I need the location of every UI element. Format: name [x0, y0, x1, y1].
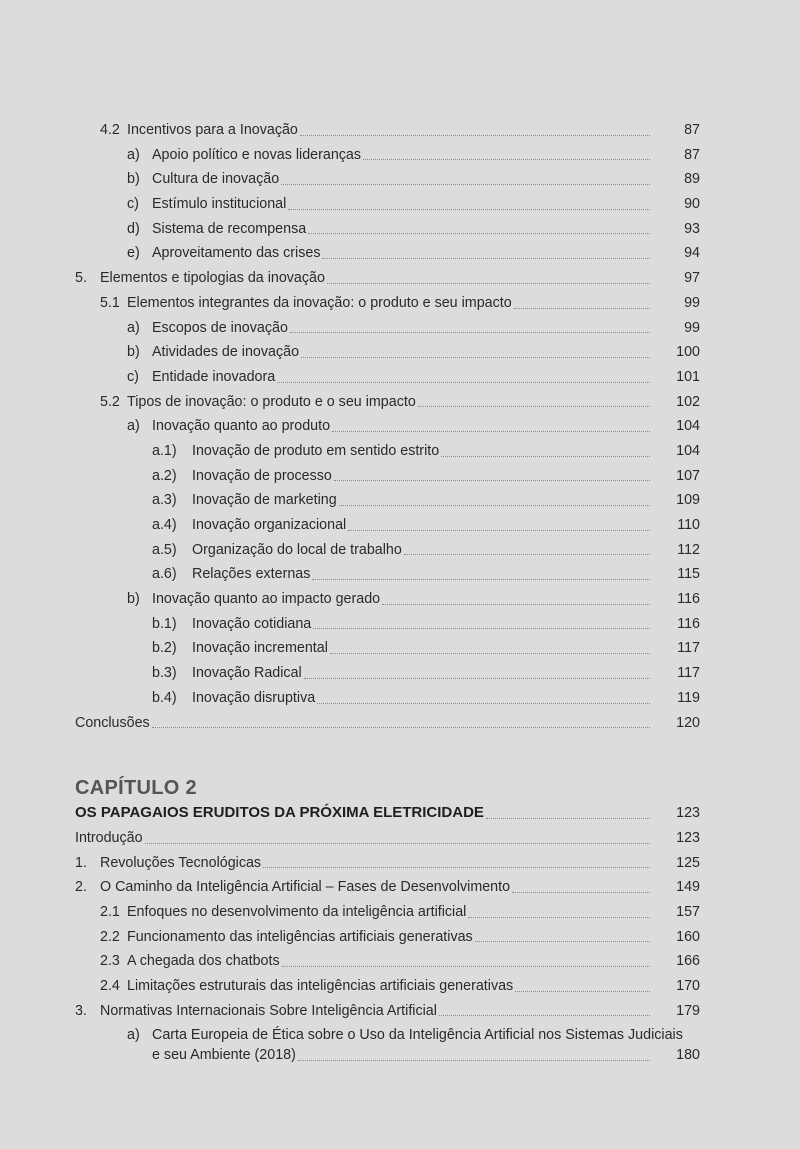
entry-text: A chegada dos chatbots [127, 953, 280, 970]
leader-dots [290, 331, 650, 333]
toc-entry [0, 439, 800, 464]
entry-page: 117 [677, 640, 700, 657]
entry-text: Revoluções Tecnológicas [100, 854, 262, 871]
toc-entry [0, 241, 800, 266]
entry-page: 109 [676, 492, 700, 509]
toc-entry [0, 900, 800, 925]
toc-entry [0, 340, 800, 365]
leader-dots [281, 183, 650, 185]
leader-dots [313, 627, 650, 629]
chapter-heading-row [0, 775, 800, 801]
entry-number: a.1) [152, 442, 177, 459]
leader-dots [322, 257, 650, 259]
toc-entry-multiline [0, 1023, 800, 1067]
entry-number: 2. [75, 879, 87, 896]
leader-dots [475, 940, 650, 942]
chapter-title: OS PAPAGAIOS ERUDITOS DA PRÓXIMA ELETRICIDADE [75, 804, 484, 822]
entry-number: 2.2 [100, 928, 120, 945]
entry-page: 157 [676, 903, 700, 920]
entry-text: Inovação de processo [192, 467, 332, 484]
entry-page: 100 [676, 344, 700, 361]
entry-page: 102 [676, 393, 700, 410]
entry-text: Limitações estruturais das inteligências artificiais generativas [127, 978, 514, 994]
entry-page: 123 [676, 829, 700, 846]
entry-page: 112 [677, 541, 700, 558]
leader-dots [515, 990, 650, 992]
entry-text: Inovação de produto em sentido estrito [192, 442, 440, 459]
entry-text: Organização do local de trabalho [192, 541, 402, 558]
entry-text: Inovação de marketing [192, 492, 337, 509]
toc-part-chapter-2 [0, 826, 800, 1024]
entry-number: a) [127, 146, 140, 163]
entry-number: b.2) [152, 640, 177, 657]
leader-dots [317, 702, 650, 704]
entry-page: 94 [684, 245, 700, 262]
entry-page: 149 [676, 879, 700, 896]
entry-text: Elementos integrantes da inovação: o produto e seu impacto [127, 294, 512, 311]
entry-text: Cultura de inovação [152, 171, 280, 188]
entry-page: 116 [677, 591, 700, 608]
entry-text: Estímulo institucional [152, 196, 287, 213]
leader-dots [152, 726, 650, 728]
entry-page: 115 [677, 566, 700, 583]
leader-dots [263, 866, 650, 868]
entry-text: O Caminho da Inteligência Artificial – Fases de Desenvolvimento [100, 879, 511, 896]
toc-entry [0, 488, 800, 513]
toc-entry [0, 826, 800, 851]
toc-entry [0, 414, 800, 439]
chapter-title-page: 123 [676, 805, 700, 822]
toc-entry [0, 118, 800, 143]
entry-page: 107 [676, 467, 700, 484]
entry-number: b.1) [152, 615, 177, 632]
entry-page: 120 [676, 714, 700, 731]
leader-dots [363, 158, 650, 160]
entry-text: Inovação Radical [192, 665, 302, 682]
toc-entry [0, 949, 800, 974]
toc-entry [0, 562, 800, 587]
entry-text: Inovação incremental [192, 640, 328, 657]
leader-dots [486, 817, 650, 819]
entry-page: 104 [676, 418, 700, 435]
entry-page: 110 [677, 517, 700, 533]
toc-entry [0, 925, 800, 950]
entry-page: 89 [684, 171, 700, 188]
entry-text: Incentivos para a Inovação [127, 122, 298, 138]
entry-page: 170 [676, 978, 700, 994]
leader-dots [327, 282, 650, 284]
entry-number: 1. [75, 854, 87, 871]
entry-page: 87 [684, 122, 700, 138]
entry-page: 116 [677, 615, 700, 632]
leader-dots [334, 479, 650, 481]
leader-dots [312, 578, 650, 580]
entry-page: 180 [676, 1047, 700, 1064]
toc-entry [0, 192, 800, 217]
entry-text: Inovação cotidiana [192, 615, 312, 632]
entry-number: a) [127, 418, 140, 435]
entry-text: Funcionamento das inteligências artificiais generativas [127, 928, 473, 945]
toc-entry [0, 217, 800, 242]
entry-page: 93 [684, 220, 700, 237]
entry-number: b) [127, 591, 140, 608]
toc-entry [0, 464, 800, 489]
table-of-contents [0, 118, 800, 1067]
leader-dots [301, 356, 650, 358]
entry-number: 2.4 [100, 978, 120, 994]
entry-number: a.5) [152, 541, 177, 558]
entry-page: 166 [676, 953, 700, 970]
leader-dots [277, 381, 650, 383]
entry-page: 160 [676, 928, 700, 945]
entry-number: 4.2 [100, 122, 120, 138]
entry-number: a.6) [152, 566, 177, 583]
toc-entry [0, 974, 800, 999]
entry-text: Inovação organizacional [192, 517, 347, 533]
toc-entry [0, 316, 800, 341]
entry-text: Inovação disruptiva [192, 689, 316, 706]
entry-page: 119 [677, 689, 700, 706]
entry-text: Atividades de inovação [152, 344, 300, 361]
entry-page: 125 [676, 854, 700, 871]
entry-number: b.3) [152, 665, 177, 682]
entry-number: 5.1 [100, 294, 120, 311]
toc-entry [0, 851, 800, 876]
leader-dots [282, 965, 650, 967]
entry-number: e) [127, 245, 140, 262]
entry-number: 5.2 [100, 393, 120, 410]
toc-entry [0, 291, 800, 316]
entry-text: Elementos e tipologias da inovação [100, 270, 325, 287]
leader-dots [348, 529, 650, 531]
entry-page: 90 [684, 196, 700, 213]
leader-dots [404, 553, 650, 555]
entry-page: 97 [684, 270, 700, 287]
toc-entry [0, 711, 800, 736]
chapter-gap [0, 735, 800, 775]
leader-dots [308, 232, 650, 234]
entry-text: Enfoques no desenvolvimento da inteligência artificial [127, 903, 467, 920]
toc-entry [0, 143, 800, 168]
toc-entry [0, 587, 800, 612]
leader-dots [382, 603, 650, 605]
leader-dots [418, 405, 650, 407]
entry-text-line1: Carta Europeia de Ética sobre o Uso da Inteligência Artificial nos Sistemas Judiciais [152, 1027, 683, 1044]
leader-dots [514, 307, 650, 309]
leader-dots [441, 455, 650, 457]
toc-entry [0, 875, 800, 900]
entry-number: b) [127, 344, 140, 361]
entry-text: Escopos de inovação [152, 319, 288, 336]
toc-entry [0, 612, 800, 637]
entry-text: Aproveitamento das crises [152, 245, 321, 262]
toc-entry [0, 167, 800, 192]
entry-text: Relações externas [192, 566, 311, 583]
entry-number: c) [127, 196, 139, 213]
leader-dots [330, 652, 650, 654]
entry-number: d) [127, 220, 140, 237]
entry-text: Conclusões [75, 714, 150, 731]
toc-entry [0, 266, 800, 291]
entry-number: b.4) [152, 689, 177, 706]
leader-dots [300, 134, 650, 136]
toc-entry [0, 661, 800, 686]
toc-entry [0, 513, 800, 538]
toc-part-chapter-1 [0, 118, 800, 735]
entry-page: 99 [684, 319, 700, 336]
leader-dots [468, 916, 650, 918]
toc-entry [0, 686, 800, 711]
entry-text: Tipos de inovação: o produto e o seu impacto [127, 393, 416, 410]
entry-text: Sistema de recompensa [152, 220, 307, 237]
entry-text: Normativas Internacionais Sobre Inteligência Artificial [100, 1002, 437, 1019]
entry-number: 2.3 [100, 953, 120, 970]
entry-text: Inovação quanto ao impacto gerado [152, 591, 381, 608]
chapter-label: CAPÍTULO 2 [75, 777, 197, 800]
chapter-title-row [0, 801, 800, 826]
leader-dots [304, 677, 650, 679]
entry-number: c) [127, 368, 139, 385]
entry-text: Introdução [75, 829, 143, 846]
entry-page: 117 [677, 665, 700, 682]
entry-number: a.2) [152, 467, 177, 484]
entry-text: Inovação quanto ao produto [152, 418, 331, 435]
toc-entry [0, 636, 800, 661]
leader-dots [288, 208, 650, 210]
entry-number: 3. [75, 1002, 87, 1019]
toc-entry [0, 390, 800, 415]
leader-dots [332, 430, 650, 432]
leader-dots [298, 1059, 650, 1061]
entry-number: a.4) [152, 517, 177, 533]
toc-entry [0, 538, 800, 563]
toc-entry [0, 999, 800, 1024]
entry-page: 87 [684, 146, 700, 163]
leader-dots [145, 842, 650, 844]
entry-number: b) [127, 171, 140, 188]
entry-page: 101 [676, 368, 700, 385]
entry-text-line2: e seu Ambiente (2018) [152, 1047, 296, 1064]
entry-page: 99 [684, 294, 700, 311]
entry-number: a.3) [152, 492, 177, 509]
leader-dots [439, 1014, 650, 1016]
entry-text: Apoio político e novas lideranças [152, 146, 362, 163]
entry-number: 5. [75, 270, 87, 287]
entry-text: Entidade inovadora [152, 368, 276, 385]
entry-page: 104 [676, 442, 700, 459]
toc-entry [0, 365, 800, 390]
entry-number: a) [127, 1027, 140, 1044]
entry-number: 2.1 [100, 903, 120, 920]
entry-page: 179 [676, 1002, 700, 1019]
leader-dots [512, 891, 650, 893]
leader-dots [339, 504, 650, 506]
entry-number: a) [127, 319, 140, 336]
